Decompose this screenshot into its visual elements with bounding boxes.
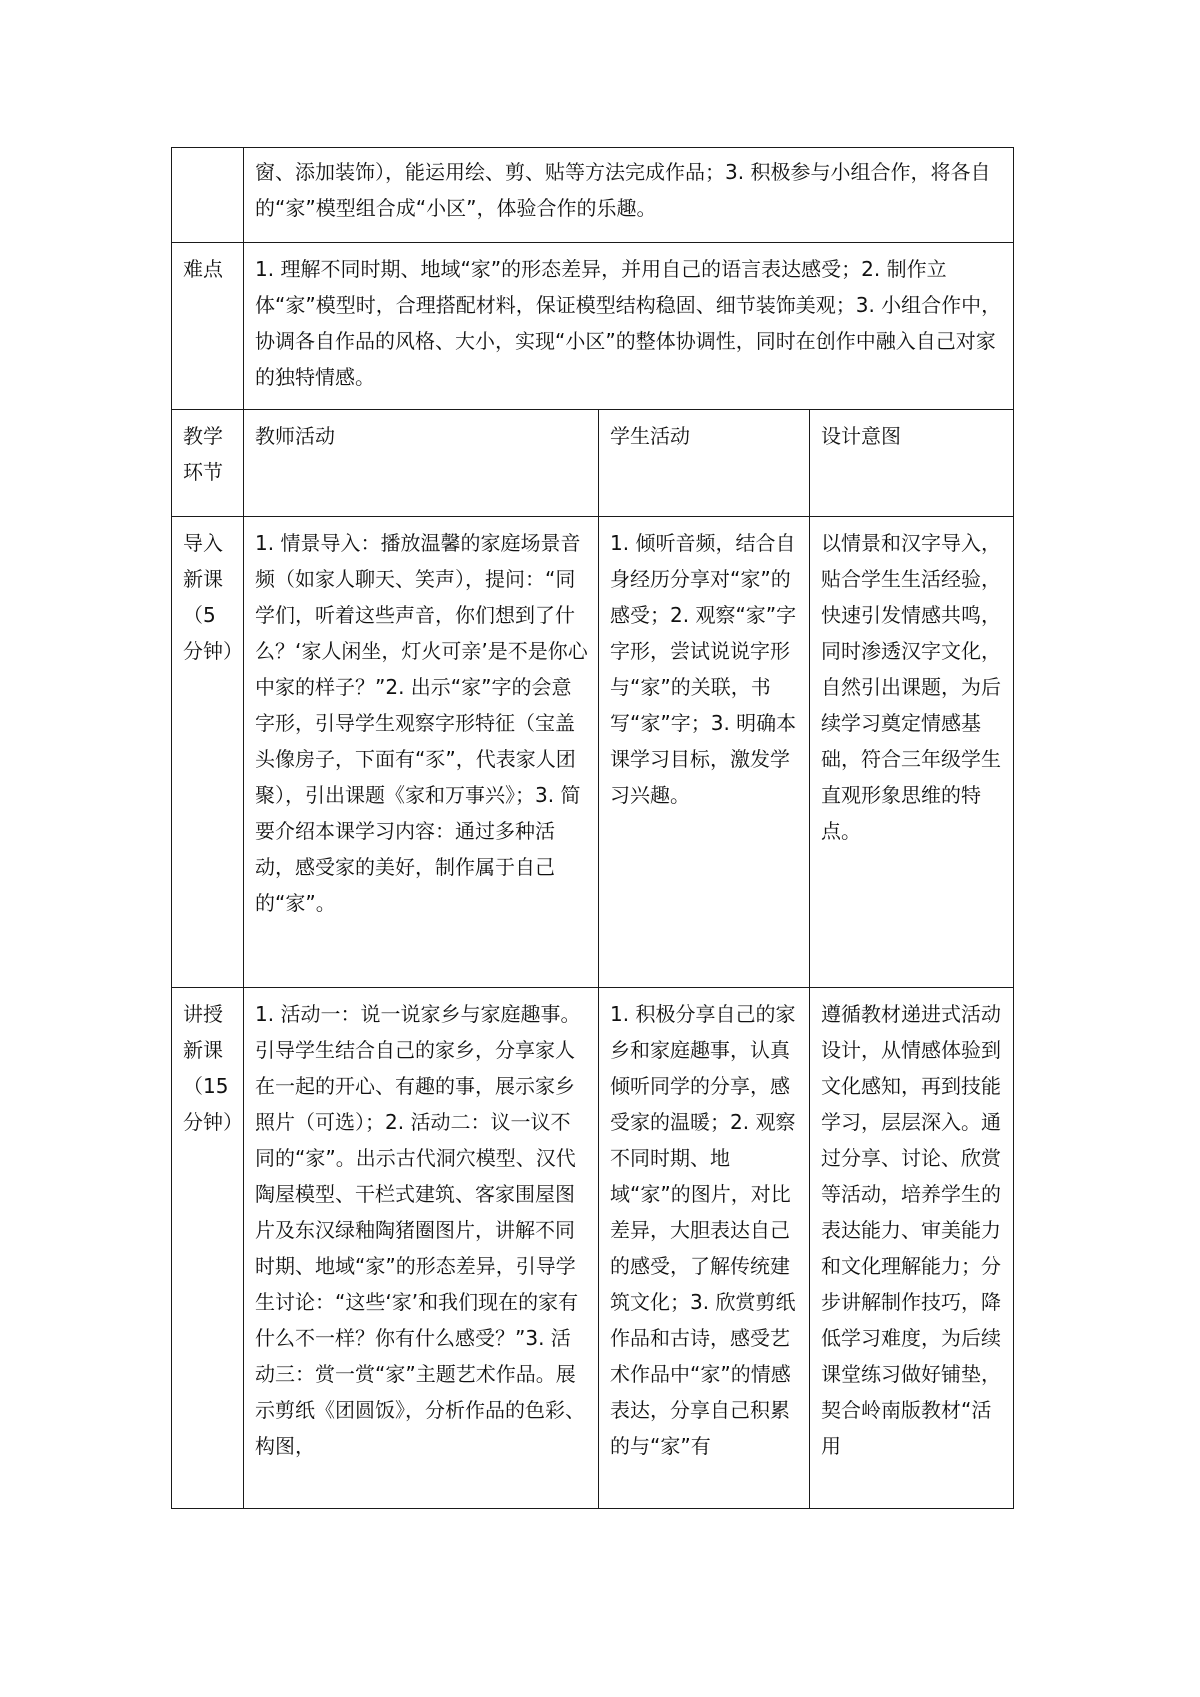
lesson-plan-table (171, 147, 1014, 1509)
design-intent-cell: 以情景和汉字导入，贴合学生生活经验，快速引发情感共鸣，同时渗透汉字文化，自然引出课题，为后续学习奠定情感基础，符合三年级学生直观形象思维的特点。 (810, 517, 1014, 988)
header-student-activity: 学生活动 (599, 410, 810, 517)
student-activity-cell: 1. 积极分享自己的家乡和家庭趣事，认真倾听同学的分享，感受家的温暖；2. 观察不同时期、地域“家”的图片，对比差异，大胆表达自己的感受，了解传统建筑文化；3. 欣赏剪纸作品和古诗，感受艺术作品中“家”的情感表达，分享自己积累的与“家”有 (599, 988, 810, 1509)
design-intent-cell: 遵循教材递进式活动设计，从情感体验到文化感知，再到技能学习，层层深入。通过分享、讨论、欣赏等活动，培养学生的表达能力、审美能力和文化理解能力；分步讲解制作技巧，降低学习难度，为后续课堂练习做好铺垫，契合岭南版教材“活用 (810, 988, 1014, 1509)
header-design-intent: 设计意图 (810, 410, 1014, 517)
stage-cell: 讲授新课（15分钟） (172, 988, 244, 1509)
teacher-activity-cell: 1. 活动一：说一说家乡与家庭趣事。引导学生结合自己的家乡，分享家人在一起的开心、有趣的事，展示家乡照片（可选）；2. 活动二：议一议不同的“家”。出示古代洞穴模型、汉代陶屋模型、干栏式建筑、客家围屋图片及东汉绿釉陶猪圈图片，讲解不同时期、地域“家”的形态差异，引导学生讨论：“这些‘家’和我们现在的家有什么不一样？你有什么感受？”3. 活动三：赏一赏“家”主题艺术作品。展示剪纸《团圆饭》，分析作品的色彩、构图， (244, 988, 599, 1509)
table-row (172, 517, 1014, 988)
stage-cell: 导入新课（5分钟） (172, 517, 244, 988)
teacher-activity-cell: 1. 情景导入：播放温馨的家庭场景音频（如家人聊天、笑声），提问：“同学们，听着这些声音，你们想到了什么？‘家人闲坐，灯火可亲’是不是你心中家的样子？”2. 出示“家”字的会意字形，引导学生观察字形特征（宝盖头像房子，下面有“豕”，代表家人团聚），引出课题《家和万事兴》；3. 简要介绍本课学习内容：通过多种活动，感受家的美好，制作属于自己的“家”。 (244, 517, 599, 988)
continuation-text: 窗、添加装饰），能运用绘、剪、贴等方法完成作品；3. 积极参与小组合作，将各自的“家”模型组合成“小区”，体验合作的乐趣。 (244, 148, 1014, 243)
difficulty-text: 1. 理解不同时期、地域“家”的形态差异，并用自己的语言表达感受；2. 制作立体“家”模型时，合理搭配材料，保证模型结构稳固、细节装饰美观；3. 小组合作中，协调各自作品的风格、大小，实现“小区”的整体协调性，同时在创作中融入自己对家的独特情感。 (244, 243, 1014, 410)
student-activity-cell: 1. 倾听音频，结合自身经历分享对“家”的感受；2. 观察“家”字字形，尝试说说字形与“家”的关联，书写“家”字；3. 明确本课学习目标，激发学习兴趣。 (599, 517, 810, 988)
difficulty-label: 难点 (172, 243, 244, 410)
table-row (172, 988, 1014, 1509)
difficulty-row (172, 243, 1014, 410)
table-header-row (172, 410, 1014, 517)
objectives-continuation-row (172, 148, 1014, 243)
header-teacher-activity: 教师活动 (244, 410, 599, 517)
header-stage: 教学环节 (172, 410, 244, 517)
continuation-label-cell (172, 148, 244, 243)
